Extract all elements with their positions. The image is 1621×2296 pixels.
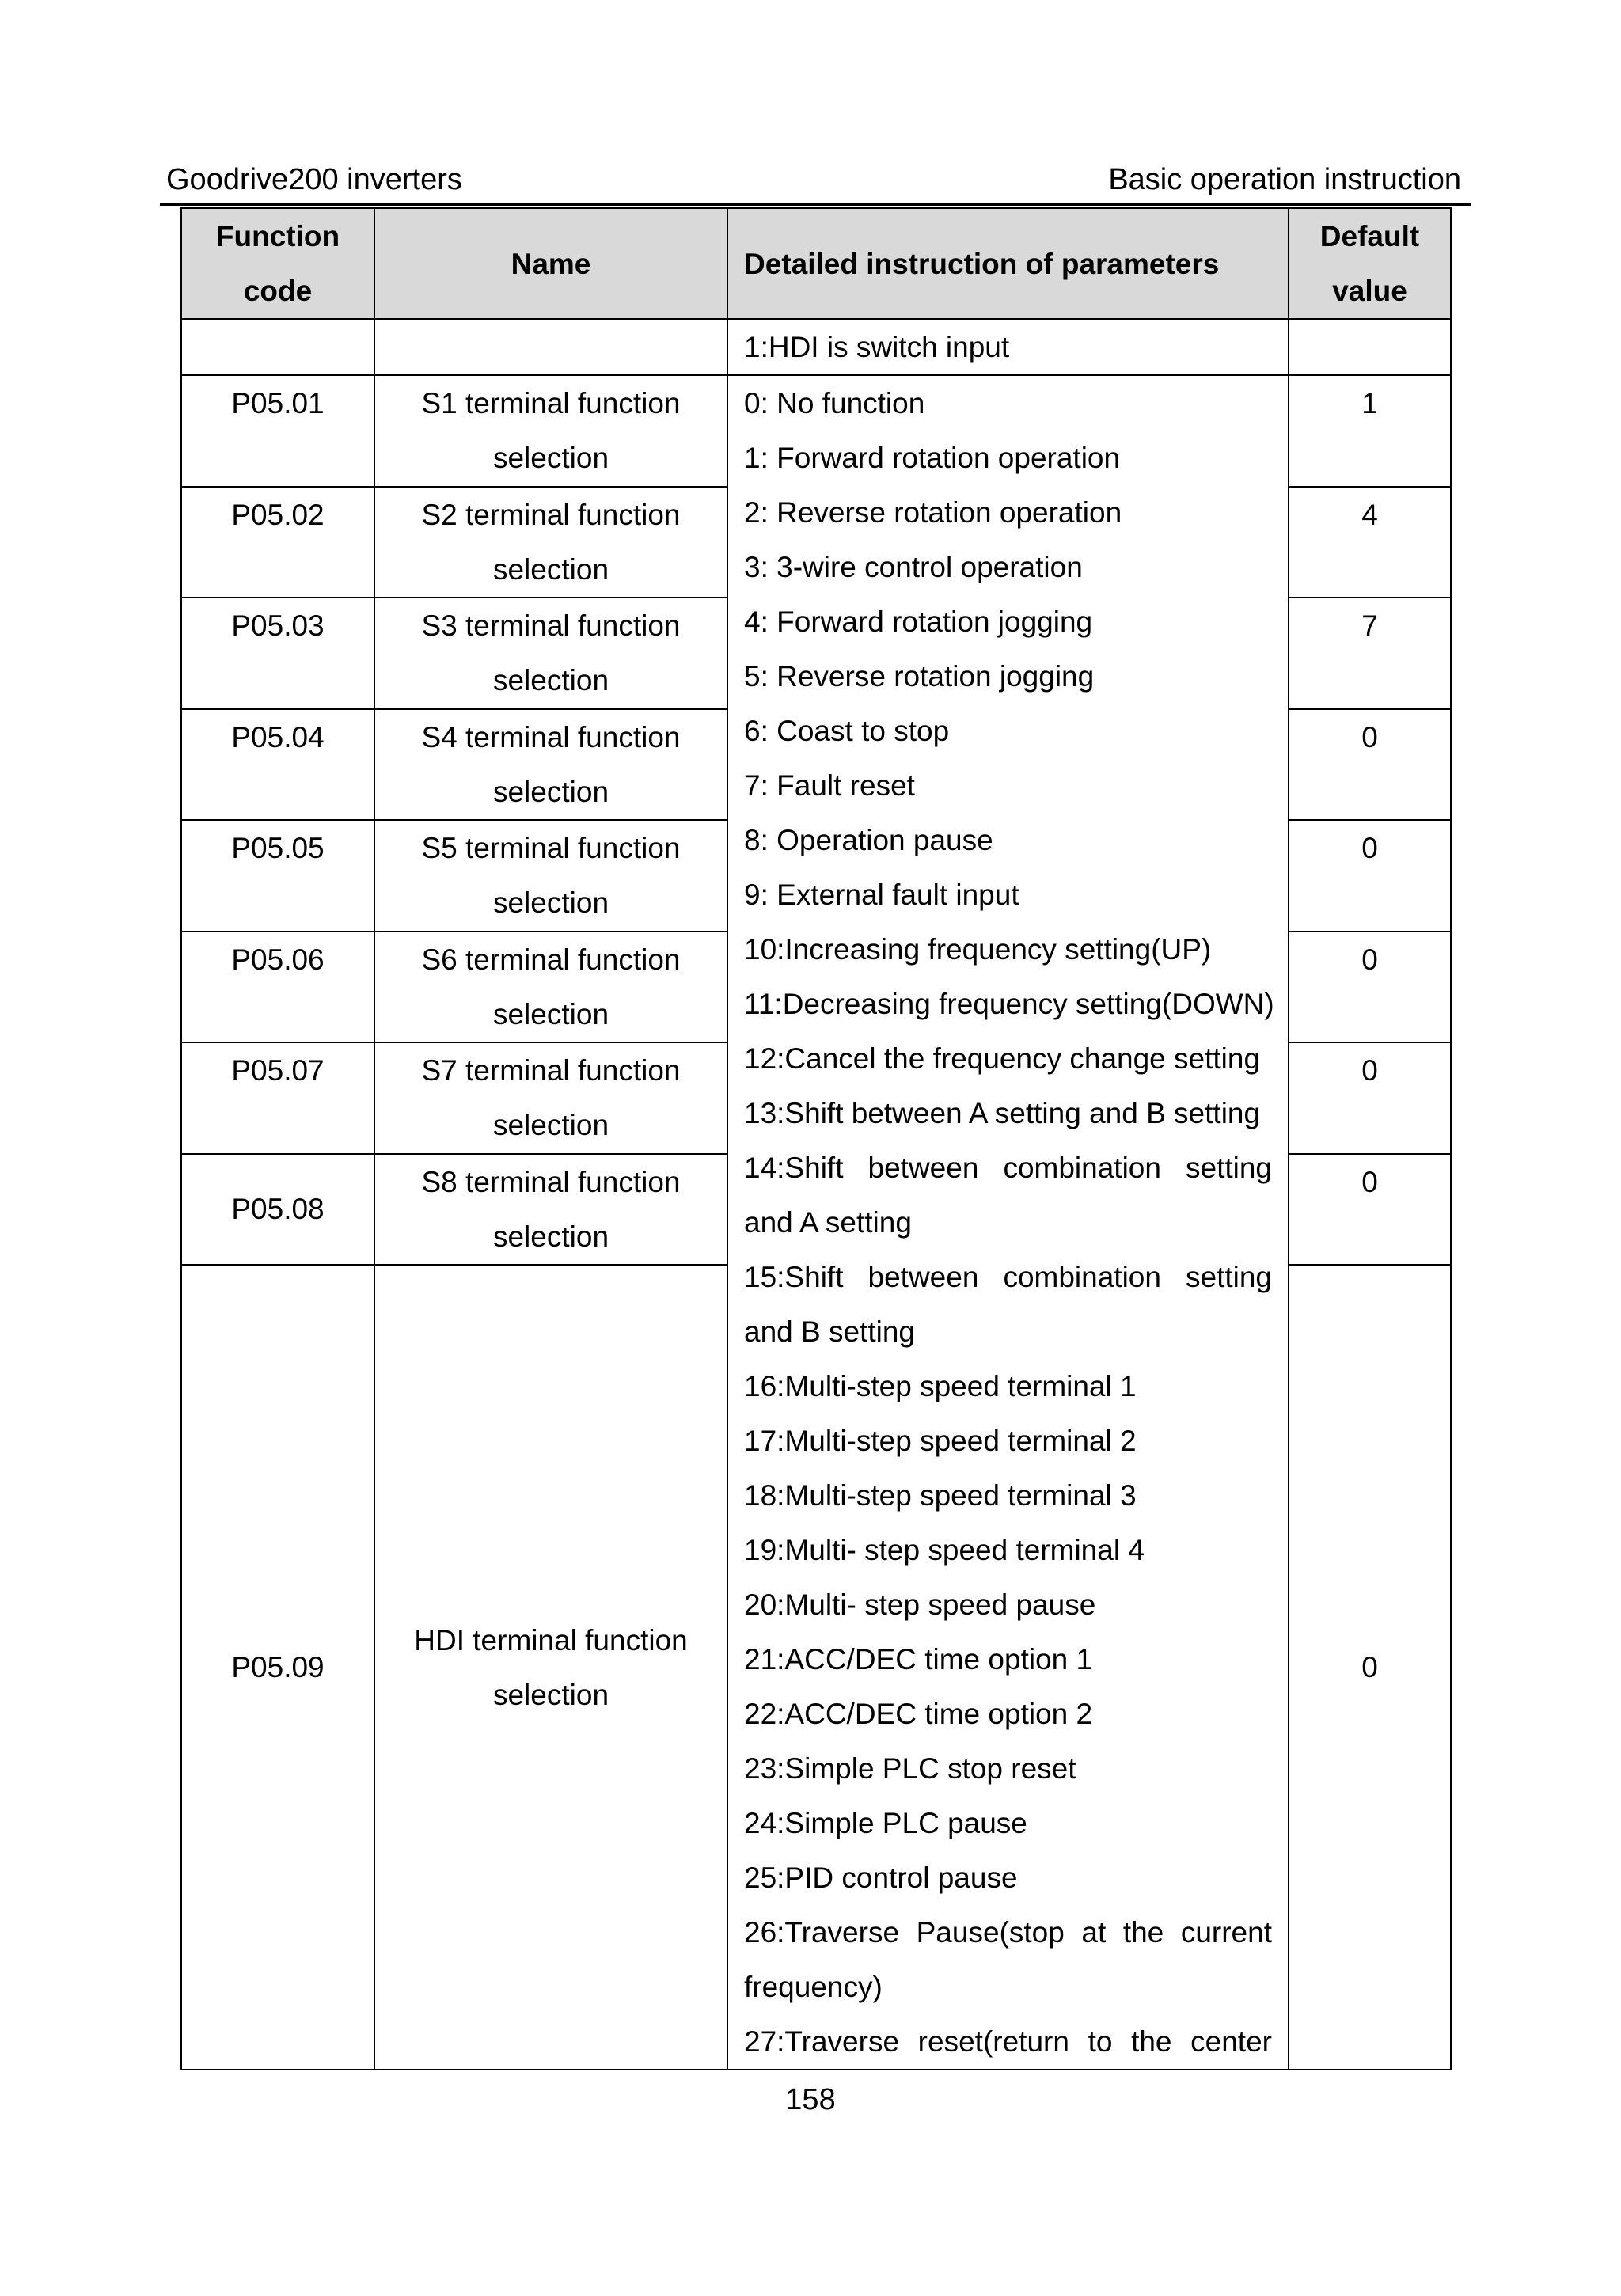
parameter-name-line1: S7 terminal function — [421, 1054, 681, 1087]
parameter-name-line1: S6 terminal function — [421, 943, 681, 976]
default-value: 4 — [1289, 487, 1451, 598]
options-list — [727, 375, 1289, 2070]
column-header-detail: Detailed instruction of parameters — [727, 208, 1289, 319]
option-item: 5: Reverse rotation jogging — [744, 660, 1095, 693]
default-value: 0 — [1289, 932, 1451, 1043]
option-item: 6: Coast to stop — [744, 715, 950, 747]
option-item: 4: Forward rotation jogging — [744, 605, 1093, 638]
parameter-name — [374, 1265, 727, 2070]
parameter-name — [374, 709, 727, 821]
default-value: 0 — [1289, 709, 1451, 821]
table-cell-empty — [181, 319, 374, 375]
default-value: 7 — [1289, 598, 1451, 709]
default-value: 0 — [1289, 820, 1451, 932]
option-item: 27:Traverse reset(return to the center — [744, 2025, 1272, 2058]
option-item: and B setting — [744, 1315, 915, 1348]
option-item: 13:Shift between A setting and B setting — [744, 1097, 1261, 1129]
function-code: P05.03 — [181, 598, 374, 709]
running-header-left: Goodrive200 inverters — [166, 163, 462, 196]
option-item: 10:Increasing frequency setting(UP) — [744, 933, 1212, 966]
parameter-name-line1: S1 terminal function — [421, 387, 681, 419]
parameter-name — [374, 820, 727, 932]
parameter-name — [374, 932, 727, 1043]
parameter-name-line2: selection — [492, 1109, 609, 1142]
parameter-name — [374, 1154, 727, 1266]
function-code: P05.09 — [181, 1265, 374, 2070]
parameter-name-line2: selection — [492, 997, 609, 1030]
parameter-name-line1: S4 terminal function — [421, 720, 681, 753]
default-value: 0 — [1289, 1154, 1451, 1266]
option-item: 16:Multi-step speed terminal 1 — [744, 1370, 1137, 1402]
default-value: 0 — [1289, 1042, 1451, 1154]
option-item: 26:Traverse Pause(stop at the current — [744, 1916, 1272, 1949]
option-item: 1: Forward rotation operation — [744, 442, 1121, 474]
option-item: 21:ACC/DEC time option 1 — [744, 1643, 1093, 1676]
parameter-name-line1: S5 terminal function — [421, 832, 681, 865]
option-item: 3: 3-wire control operation — [744, 551, 1083, 583]
function-code: P05.08 — [181, 1154, 374, 1266]
function-code: P05.04 — [181, 709, 374, 821]
parameter-name-line1: S3 terminal function — [421, 609, 681, 643]
table-header-row — [181, 208, 1451, 319]
option-item: 14:Shift between combination setting — [744, 1152, 1272, 1184]
option-item: 19:Multi- step speed terminal 4 — [744, 1534, 1145, 1566]
continuation-text — [727, 319, 1289, 375]
column-header-function-code — [181, 208, 374, 319]
column-header-function-code-line2: code — [243, 275, 313, 307]
option-item: 12:Cancel the frequency change setting — [744, 1042, 1261, 1075]
option-item: 17:Multi-step speed terminal 2 — [744, 1425, 1137, 1457]
function-code: P05.01 — [181, 375, 374, 487]
parameter-name — [374, 487, 727, 598]
column-header-default-line1: Default — [1319, 220, 1420, 252]
table-row — [181, 375, 1451, 487]
function-code: P05.06 — [181, 932, 374, 1043]
parameter-name-line2: selection — [492, 664, 609, 697]
option-item: 15:Shift between combination setting — [744, 1261, 1272, 1293]
option-item: 23:Simple PLC stop reset — [744, 1752, 1076, 1785]
parameter-name-line2: selection — [492, 775, 609, 808]
option-item: 18:Multi-step speed terminal 3 — [744, 1479, 1137, 1512]
header-rule — [160, 203, 1471, 206]
parameter-name-line1: S8 terminal function — [421, 1165, 681, 1198]
option-item: 9: External fault input — [744, 879, 1019, 911]
column-header-function-code-line1: Function — [215, 220, 340, 252]
column-header-default — [1289, 208, 1451, 319]
parameter-name-line1: HDI terminal function — [414, 1623, 688, 1657]
column-header-name: Name — [374, 208, 727, 319]
table-cell-empty — [374, 319, 727, 375]
page-number: 158 — [785, 2083, 836, 2116]
default-value: 0 — [1289, 1265, 1451, 2070]
parameter-name-line2: selection — [492, 552, 609, 586]
table-row-continuation — [181, 319, 1451, 375]
default-value: 1 — [1289, 375, 1451, 487]
parameter-name-line2: selection — [492, 1220, 609, 1253]
option-item: 24:Simple PLC pause — [744, 1807, 1027, 1839]
option-item: 25:PID control pause — [744, 1861, 1018, 1894]
option-item: 8: Operation pause — [744, 824, 993, 856]
column-header-default-line2: value — [1332, 275, 1407, 307]
parameter-name-line2: selection — [492, 1678, 609, 1711]
parameter-name — [374, 1042, 727, 1154]
parameter-name — [374, 375, 727, 487]
option-item: 7: Fault reset — [744, 769, 915, 802]
function-code: P05.05 — [181, 820, 374, 932]
option-item: 22:ACC/DEC time option 2 — [744, 1698, 1093, 1730]
table-cell-empty — [1289, 319, 1451, 375]
parameter-name-line2: selection — [492, 886, 609, 920]
running-header-right: Basic operation instruction — [1108, 163, 1461, 196]
continuation-line: 1:HDI is switch input — [744, 331, 1010, 363]
function-code: P05.02 — [181, 487, 374, 598]
parameter-name-line2: selection — [492, 442, 609, 474]
option-item: and A setting — [744, 1206, 912, 1239]
option-item: 11:Decreasing frequency setting(DOWN) — [744, 988, 1274, 1020]
option-item: frequency) — [744, 1971, 883, 2003]
parameter-name — [374, 598, 727, 709]
function-code: P05.07 — [181, 1042, 374, 1154]
parameter-table — [180, 207, 1452, 2070]
option-item: 20:Multi- step speed pause — [744, 1588, 1096, 1621]
option-item: 2: Reverse rotation operation — [744, 496, 1122, 529]
option-item: 0: No function — [744, 387, 925, 419]
parameter-name-line1: S2 terminal function — [421, 498, 681, 531]
